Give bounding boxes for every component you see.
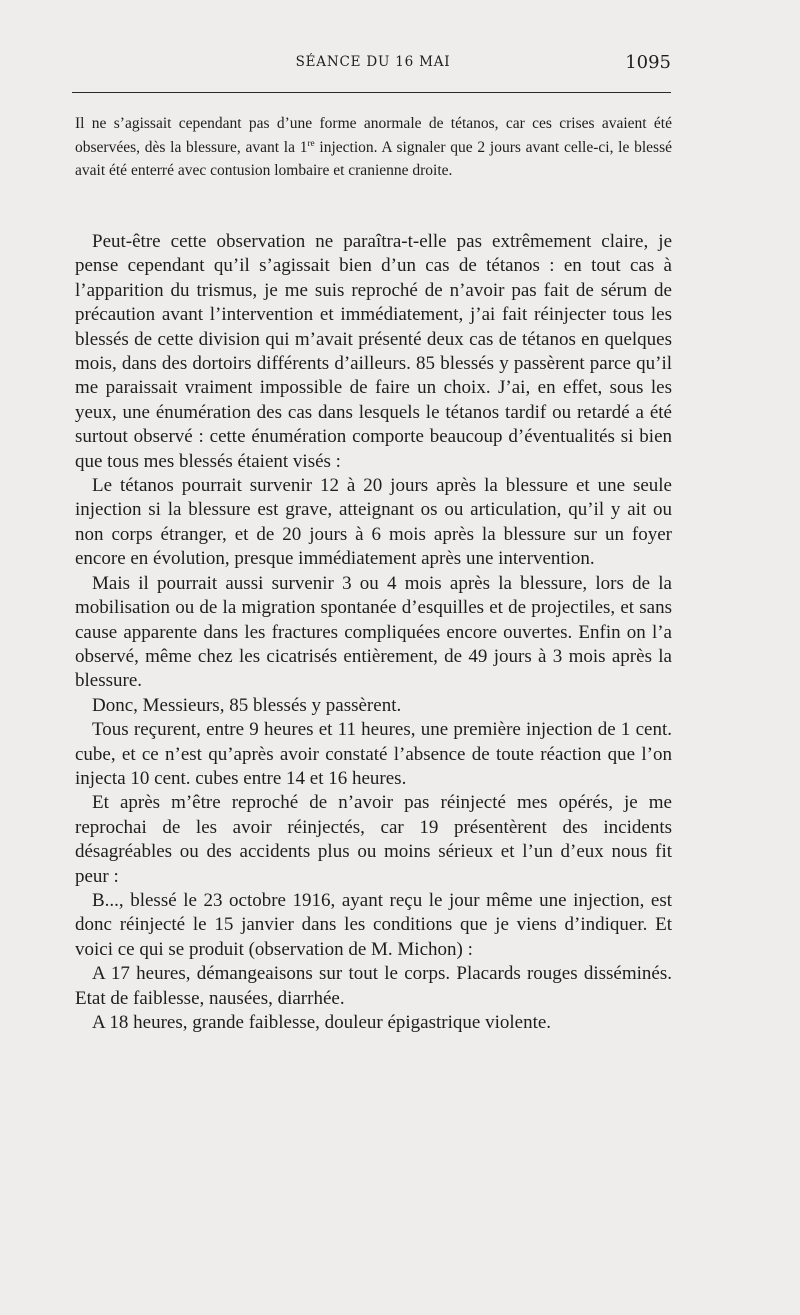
intro-paragraph	[75, 112, 672, 183]
intro-block	[75, 112, 672, 183]
page-number: 1095	[625, 52, 671, 73]
paragraph: A 18 heures, grande faiblesse, douleur épigastrique violente.	[92, 1012, 552, 1033]
paragraph: Et après m’être reproché de n’avoir pas réinjecté mes opérés, je me reprochai de les avoir réinjectés, car 19 présentèrent des incidents désagréables ou des accidents plus ou moins sérieux et l’un d’eux nous fit peur :	[75, 792, 672, 887]
main-text-block	[75, 230, 672, 1035]
paragraph: Peut-être cette observation ne paraîtra-t-elle pas extrêmement claire, je pense cependant qu’il s’agissait bien d’un cas de tétanos : en tout cas à l’apparition du trismus, je me suis reproché de n’avoir pas fait de sérum de précaution avant l’intervention et immédiatement, j’ai fait réinjecter tous les blessés de cette division qui m’avait présenté deux cas de tétanos en quelques mois, dans des dortoirs différents d’ailleurs. 85 blessés y passèrent parce qu’il me paraissait vraiment impossible de faire un choix. J’ai, en effet, sous les yeux, une énumération des cas dans lesquels le tétanos tardif ou retardé a été surtout observé : cette énumération comporte beaucoup d’éventualités si bien que tous mes blessés étaient visés :	[75, 231, 672, 472]
intro-text-end: injection. A signaler que 2 jours avant celle-ci, le blessé avait été enterré avec contusion lombaire et cranienne droite.	[75, 138, 672, 179]
header-rule	[72, 92, 671, 93]
intro-text-start: Il ne s’agissait cependant pas d’une forme anormale de tétanos, car ces crises avaient été observées, dès la blessure, avant la 1	[75, 115, 672, 156]
paragraph: A 17 heures, démangeaisons sur tout le corps. Placards rouges disséminés. Etat de faiblesse, nausées, diarrhée.	[75, 963, 672, 1009]
intro-superscript: re	[307, 138, 315, 149]
paragraph: Donc, Messieurs, 85 blessés y passèrent.	[92, 694, 402, 716]
paragraph: B..., blessé le 23 octobre 1916, ayant reçu le jour même une injection, est donc réinjecté le 15 janvier dans les conditions que je viens d’indiquer. Et voici ce qui se produit (observation de M. Michon) :	[75, 889, 672, 960]
running-title: SÉANCE DU 16 MAI	[295, 54, 451, 70]
paragraph: Tous reçurent, entre 9 heures et 11 heures, une première injection de 1 cent. cube, et ce n’est qu’après avoir constaté l’absence de toute réaction que l’on injecta 10 cent. cubes entre 14 et 16 heures.	[75, 719, 672, 789]
paragraph: Mais il pourrait aussi survenir 3 ou 4 mois après la blessure, lors de la mobilisation ou de la migration spontanée d’esquilles et de projectiles, et sans cause apparente dans les fractures compliquées encore ouvertes. Enfin on l’a observé, même chez les cicatrisés entièrement, de 49 jours à 3 mois après la blessure.	[75, 572, 672, 692]
paragraph: Le tétanos pourrait survenir 12 à 20 jours après la blessure et une seule injection si la blessure est grave, atteignant os ou articulation, qu’il y ait ou non corps étranger, et de 20 jours à 6 mois après la blessure sur un foyer encore en évolution, presque immédiatement après une intervention.	[75, 475, 672, 570]
page-header	[75, 52, 671, 78]
